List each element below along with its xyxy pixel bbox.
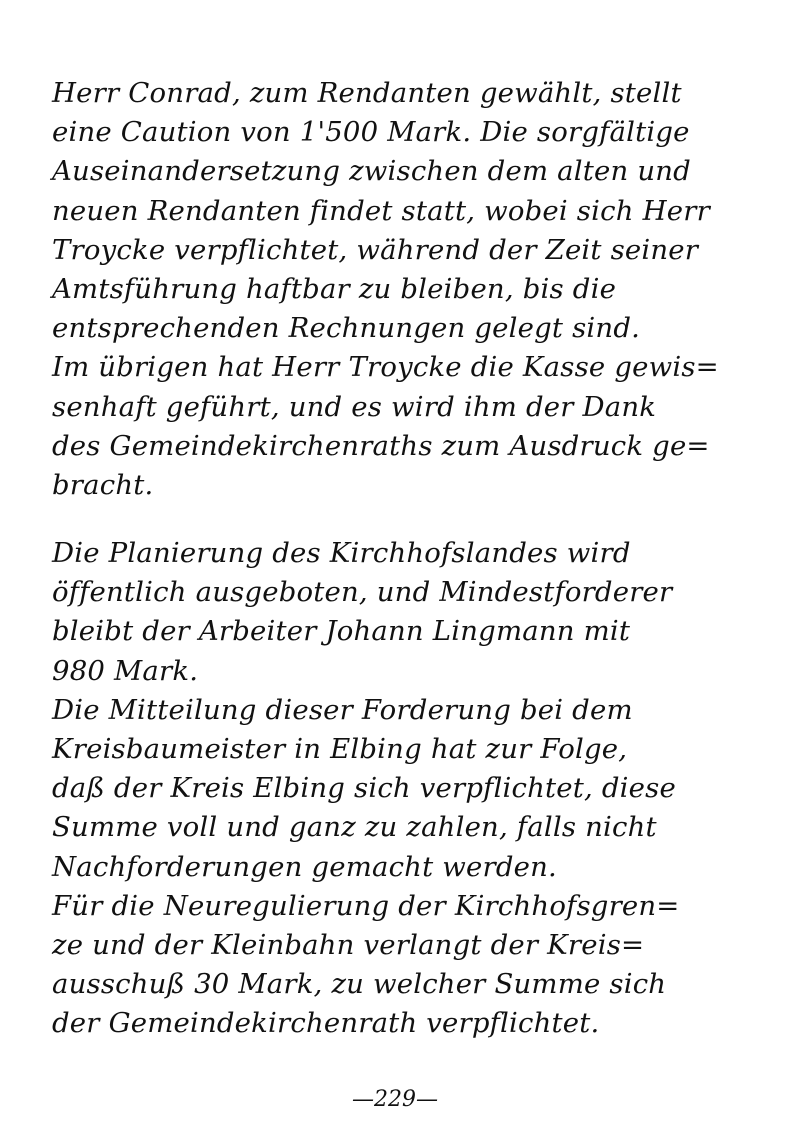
text-line: bleibt der Arbeiter Johann Lingmann mit [52, 615, 631, 648]
text-line: Im übrigen hat Herr Troycke die Kasse gewis= [52, 351, 719, 384]
text-line: Kreisbaumeister in Elbing hat zur Folge, [52, 732, 628, 765]
text-line: des Gemeindekirchenraths zum Ausdruck ge= [52, 429, 710, 462]
text-line: Auseinandersetzung zwischen dem alten und [52, 155, 691, 188]
text-line: Die Mitteilung dieser Forderung bei dem [52, 693, 633, 726]
text-line: bracht. [52, 468, 154, 501]
text-line: neuen Rendanten findet statt, wobei sich Herr [52, 194, 710, 227]
text-line: der Gemeindekirchenrath verpflichtet. [52, 1007, 600, 1040]
paragraph-1 [52, 74, 772, 505]
text-line: Summe voll und ganz zu zahlen, falls nicht [52, 811, 657, 844]
text-line: daß der Kreis Elbing sich verpflichtet, diese [52, 772, 676, 805]
text-line: eine Caution von 1'500 Mark. Die sorgfältige [52, 116, 690, 149]
text-line: Für die Neuregulierung der Kirchhofsgren= [52, 889, 680, 922]
text-line: Die Planierung des Kirchhofslandes wird [52, 537, 631, 569]
text-line: 980 Mark. [52, 654, 199, 687]
text-line: Nachforderungen gemacht werden. [52, 850, 557, 883]
text-line: Troycke verpflichtet, während der Zeit seiner [52, 233, 699, 266]
text-line: Herr Conrad, zum Rendanten gewählt, stellt [52, 77, 682, 109]
text-line: ze und der Kleinbahn verlangt der Kreis= [52, 928, 645, 961]
text-line: öffentlich ausgeboten, und Mindestforderer [52, 576, 673, 609]
text-line: ausschuß 30 Mark, zu welcher Summe sich [52, 968, 667, 1001]
text-line: senhaft geführt, und es wird ihm der Dank [52, 390, 657, 423]
text-line: Amtsführung haftbar zu bleiben, bis die [52, 272, 617, 305]
page-number: —229— [352, 1087, 438, 1112]
text-line: entsprechenden Rechnungen gelegt sind. [52, 312, 641, 345]
paragraph-2 [52, 534, 772, 1043]
